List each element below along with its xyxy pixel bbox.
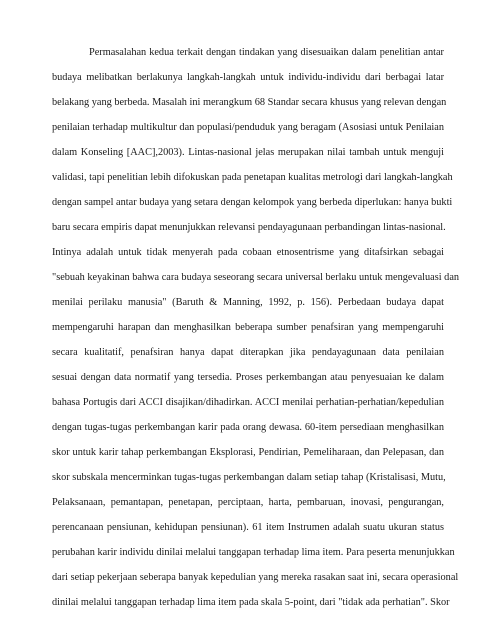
paragraph-line: Permasalahan kedua terkait dengan tindakan yang disesuaikan dalam penelitian antar xyxy=(89,47,444,58)
paragraph-line: validasi, tapi penelitian lebih difokuskan pada penetapan kualitas metrologi dari langkah-langkah xyxy=(52,172,453,183)
paragraph-line: dengan tugas-tugas perkembangan karir pada orang dewasa. 60-item persediaan menghasilkan xyxy=(52,422,444,433)
paragraph-line: Pelaksanaan, pemantapan, penetapan, perciptaan, harta, pembaruan, inovasi, pengurangan, xyxy=(52,497,444,508)
body-paragraph xyxy=(52,40,460,615)
paragraph-line: penilaian terhadap multikultur dan populasi/penduduk yang beragam (Asosiasi untuk Penilaian xyxy=(52,122,444,133)
paragraph-line: skor untuk karir tahap perkembangan Eksplorasi, Pendirian, Pemeliharaan, dan Pelepasan, dan xyxy=(52,447,444,458)
paragraph-line: belakang yang berbeda. Masalah ini merangkum 68 Standar secara khusus yang relevan dengan xyxy=(52,97,447,108)
paragraph-line: dengan sampel antar budaya yang setara dengan kelompok yang berbeda diperlukan: hanya bukti xyxy=(52,197,453,208)
paragraph-line: perubahan karir individu dinilai melalui tanggapan terhadap lima item. Para peserta menunjukkan xyxy=(52,547,455,558)
paragraph-line: sesuai dengan data normatif yang tersedia. Proses perkembangan atau penyesuaian ke dalam xyxy=(52,372,444,383)
paragraph-line: budaya melibatkan berlakunya langkah-langkah untuk individu-individu dari berbagai latar xyxy=(52,72,444,83)
paragraph-line: perencanaan pensiunan, kehidupan pensiunan). 61 item Instrumen adalah suatu ukuran status xyxy=(52,522,444,533)
paragraph-line: mempengaruhi harapan dan menghasilkan beberapa sumber penafsiran yang mempengaruhi xyxy=(52,322,444,333)
paragraph-line: dari setiap pekerjaan seberapa banyak kepedulian yang mereka rasakan saat ini, secara operasional xyxy=(52,572,459,583)
paragraph-line: "sebuah keyakinan bahwa cara budaya seseorang secara universal berlaku untuk mengevaluasi dan xyxy=(52,272,460,283)
paragraph-line: Intinya adalah untuk tidak menyerah pada cobaan etnosentrisme yang ditafsirkan sebagai xyxy=(52,247,444,258)
paragraph-line: menilai perilaku manusia" (Baruth & Manning, 1992, p. 156). Perbedaan budaya dapat xyxy=(52,297,444,308)
paragraph-line: baru secara empiris dapat menunjukkan relevansi pendayagunaan perbandingan lintas-nasional. xyxy=(52,222,446,233)
paragraph-line: bahasa Portugis dari ACCI disajikan/dihadirkan. ACCI menilai perhatian-perhatian/kepedulian xyxy=(52,397,444,408)
paragraph-line: secara kualitatif, penafsiran hanya dapat diterapkan jika pendayagunaan data penilaian xyxy=(52,347,444,358)
paragraph-line: dinilai melalui tanggapan terhadap lima item pada skala 5-point, dari "tidak ada perhatian". Skor xyxy=(52,597,450,608)
paragraph-line: skor subskala mencerminkan tugas-tugas perkembangan dalam setiap tahap (Kristalisasi, Mutu, xyxy=(52,472,446,483)
paragraph-line: dalam Konseling [AAC],2003). Lintas-nasional jelas merupakan nilai tambah untuk menguji xyxy=(52,147,444,158)
